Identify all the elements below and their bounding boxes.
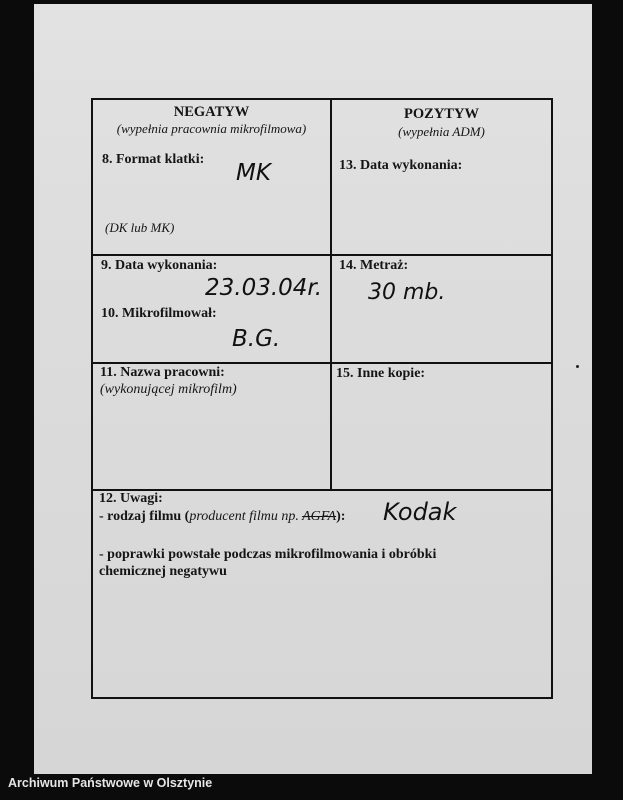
meter-label: 14. Metraż: [339,258,409,273]
negatyw-title: NEGATYW [173,104,250,120]
dust-speck [576,365,579,368]
negatyw-subtitle: (wypełnia pracownia mikrofilmowa) [116,121,307,136]
archive-footer: Archiwum Państwowe w Olsztynie [8,776,213,790]
lab-label: 11. Nazwa pracowni: [100,365,225,380]
film-type-value: Kodak [383,498,457,526]
microfilm-form [91,98,553,699]
film-type-line [99,509,345,525]
corrections-line-1: - poprawki powstałe podczas mikrofilmowania i obróbki [99,547,437,562]
corrections-line-2: chemicznej negatywu [99,564,227,579]
meter-value: 30 mb. [368,280,446,305]
pozytyw-title: POZYTYW [404,106,479,122]
format-hint: (DK lub MK) [105,220,175,235]
pozytyw-date-label: 13. Data wykonania: [339,158,463,173]
divider-row-2 [93,362,551,364]
film-type-suffix: ): [336,509,346,524]
film-type-example: producent filmu np. [189,509,303,524]
uwagi-label: 12. Uwagi: [99,491,163,506]
divider-row-1 [93,254,551,256]
pozytyw-subtitle: (wypełnia ADM) [398,124,485,139]
film-type-prefix: - rodzaj filmu ( [99,509,190,524]
copies-label: 15. Inne kopie: [336,366,426,381]
negatyw-date-value: 23.03.04r. [205,275,323,301]
operator-value: B.G. [232,326,281,352]
format-value: MK [236,160,271,186]
lab-hint: (wykonującej mikrofilm) [100,382,237,397]
format-label: 8. Format klatki: [102,152,205,167]
divider-vertical [330,100,332,491]
negatyw-date-label: 9. Data wykonania: [101,258,218,273]
operator-label: 10. Mikrofilmował: [101,306,217,321]
film-type-struck: AGFA [302,509,337,524]
